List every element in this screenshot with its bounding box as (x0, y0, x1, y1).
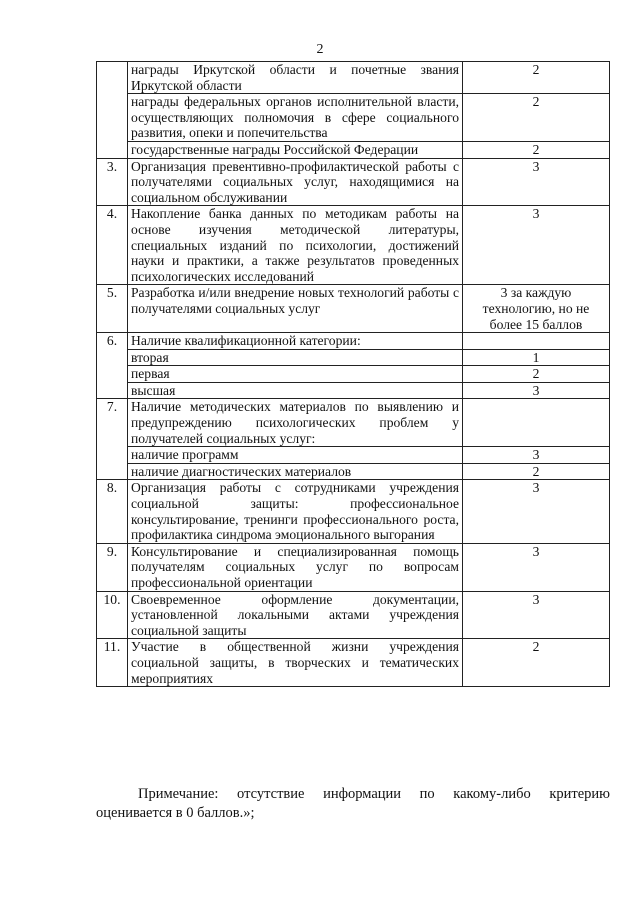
row-number: 3. (97, 158, 128, 206)
criterion-text: вторая (128, 349, 463, 366)
table-row (97, 543, 610, 591)
row-number (97, 382, 128, 399)
row-number (97, 141, 128, 158)
criterion-points: 3 (463, 382, 610, 399)
criterion-text: Участие в общественной жизни учреждения социальной защиты, в творческих и тематических мероприятиях (128, 639, 463, 687)
criterion-points: 3 (463, 158, 610, 206)
row-number (97, 94, 128, 142)
table-row (97, 94, 610, 142)
criterion-points: 3 (463, 543, 610, 591)
row-number: 5. (97, 285, 128, 333)
criterion-text: первая (128, 366, 463, 383)
criterion-text: Накопление банка данных по методикам работы на основе изучения методической литературы, специальных изданий по психологии, достижений науки и практики, а также результатов проведенных психологических исследований (128, 206, 463, 285)
criterion-text: наличие программ (128, 447, 463, 464)
criterion-points: 1 (463, 349, 610, 366)
criterion-text: высшая (128, 382, 463, 399)
row-number: 4. (97, 206, 128, 285)
row-number (97, 366, 128, 383)
criteria-table (96, 61, 610, 687)
criterion-points: 3 за каждую технологию, но не более 15 баллов (463, 285, 610, 333)
row-number: 6. (97, 333, 128, 350)
criterion-text: Своевременное оформление документации, установленной локальными актами учреждения социальной защиты (128, 591, 463, 639)
criterion-points (463, 399, 610, 447)
criterion-text: награды федеральных органов исполнительной власти, осуществляющих полномочия в сфере социального развития, опеки и попечительства (128, 94, 463, 142)
row-number (97, 463, 128, 480)
criterion-points: 3 (463, 447, 610, 464)
row-number (97, 62, 128, 94)
row-number: 10. (97, 591, 128, 639)
table-row (97, 639, 610, 687)
criterion-points: 3 (463, 480, 610, 543)
criterion-points: 3 (463, 206, 610, 285)
row-number: 11. (97, 639, 128, 687)
row-number (97, 349, 128, 366)
table-row (97, 591, 610, 639)
table-row (97, 141, 610, 158)
criterion-points: 2 (463, 62, 610, 94)
table-row (97, 480, 610, 543)
table-row (97, 285, 610, 333)
table-row (97, 463, 610, 480)
row-number (97, 447, 128, 464)
criterion-text: Наличие методических материалов по выявлению и предупреждению психологических проблем у получателей социальных услуг: (128, 399, 463, 447)
criterion-text: государственные награды Российской Федерации (128, 141, 463, 158)
table-row (97, 333, 610, 350)
note-line-2: оценивается в 0 баллов.»; (96, 805, 255, 821)
table-row (97, 206, 610, 285)
criterion-text: награды Иркутской области и почетные звания Иркутской области (128, 62, 463, 94)
table-row (97, 366, 610, 383)
criterion-text: наличие диагностических материалов (128, 463, 463, 480)
criterion-points: 2 (463, 94, 610, 142)
note-line-1: Примечание: отсутствие информации по какому-либо критерию (138, 786, 610, 802)
table-row (97, 349, 610, 366)
row-number: 8. (97, 480, 128, 543)
page-number: 2 (316, 42, 324, 57)
criterion-points: 2 (463, 141, 610, 158)
criterion-points: 2 (463, 463, 610, 480)
criterion-text: Организация работы с сотрудниками учреждения социальной защиты: профессиональное консультирование, тренинги профессионального роста, профилактика синдрома эмоционального выгорания (128, 480, 463, 543)
criterion-text: Организация превентивно-профилактической работы с получателями социальных услуг, находящимися на социальном обслуживании (128, 158, 463, 206)
note (96, 785, 610, 823)
criterion-text: Разработка и/или внедрение новых технологий работы с получателями социальных услуг (128, 285, 463, 333)
criterion-points: 2 (463, 639, 610, 687)
criterion-points: 2 (463, 366, 610, 383)
criterion-text: Консультирование и специализированная помощь получателям социальных услуг по вопросам профессиональной ориентации (128, 543, 463, 591)
table-row (97, 158, 610, 206)
row-number: 7. (97, 399, 128, 447)
row-number: 9. (97, 543, 128, 591)
table-row (97, 399, 610, 447)
criterion-points: 3 (463, 591, 610, 639)
table-row (97, 62, 610, 94)
criterion-points (463, 333, 610, 350)
table-row (97, 447, 610, 464)
criterion-text: Наличие квалификационной категории: (128, 333, 463, 350)
table-row (97, 382, 610, 399)
